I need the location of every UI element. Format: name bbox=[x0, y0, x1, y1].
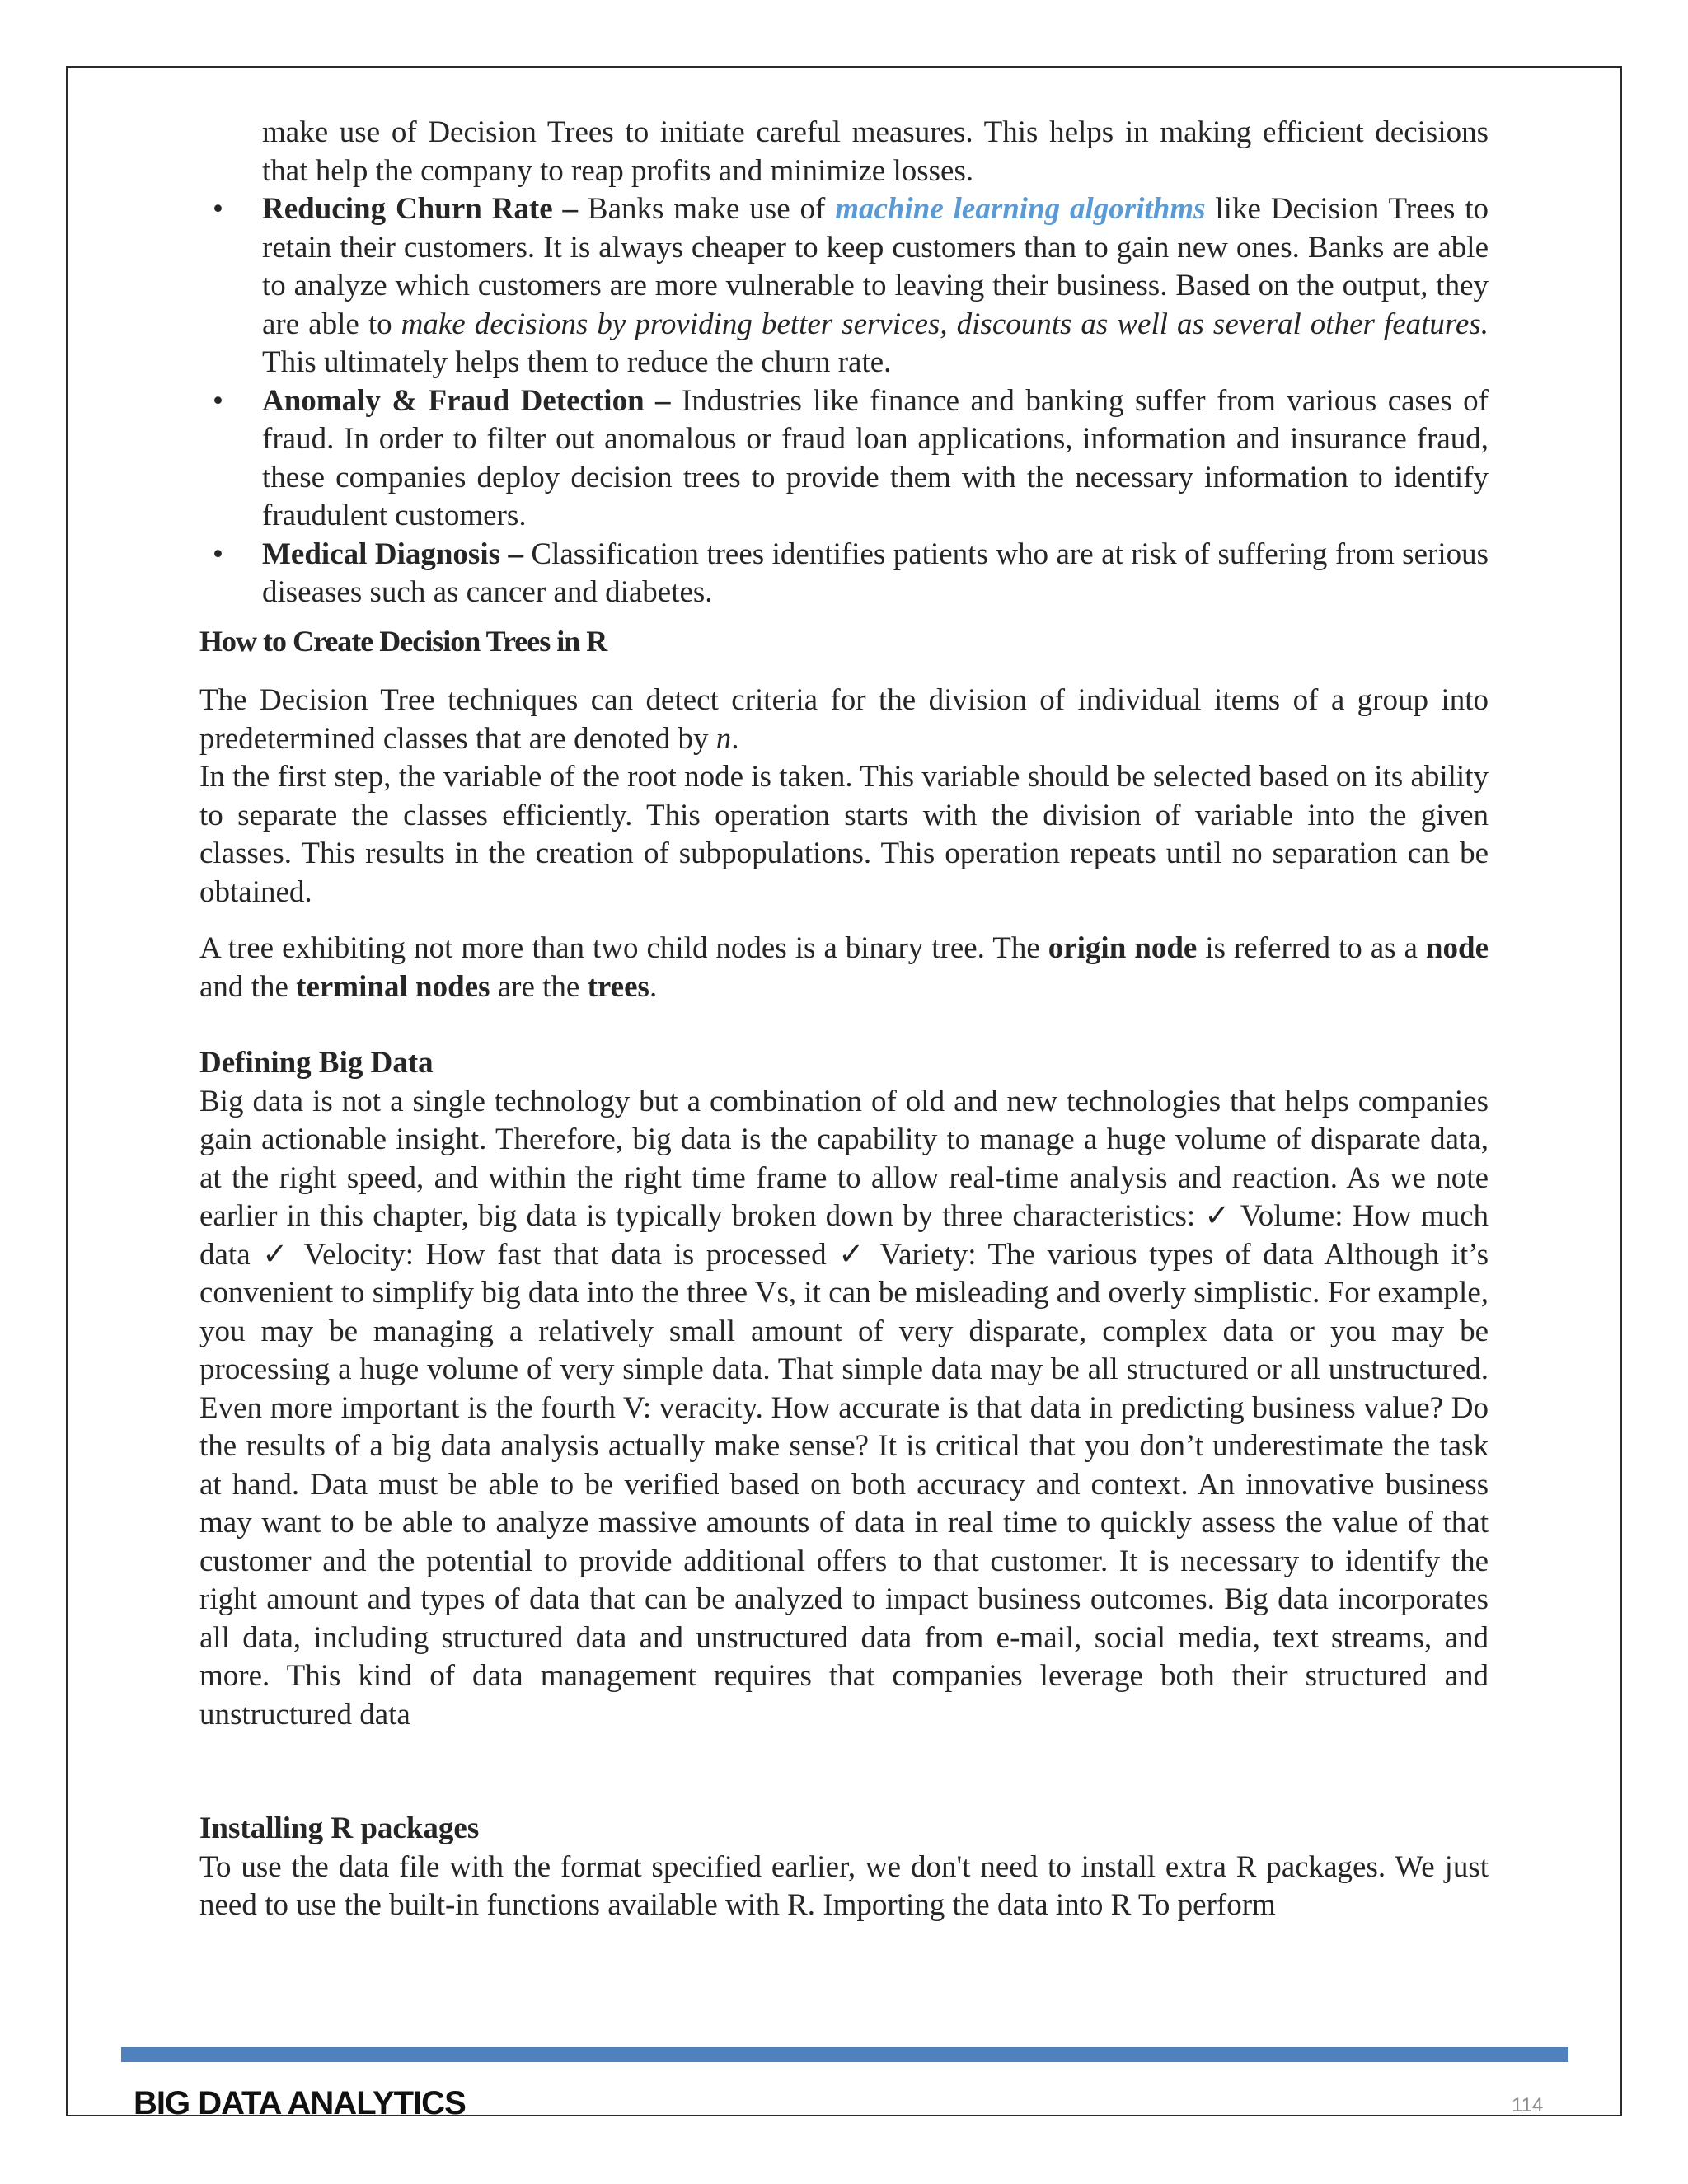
bullet-term: Reducing Churn Rate – bbox=[262, 192, 579, 226]
paragraph-first-step: In the first step, the variable of the root node is taken. This variable should be selected based on its ability to separate the classes efficiently. This operation starts with the division of variable into the given classes. This results in the creation of subpopulations. This operation repeats until no separation can be obtained. bbox=[199, 760, 1489, 909]
list-item-churn: • Reducing Churn Rate – Banks make use of machine learning algorithms like Decision Trees to retain their customers. It is always cheaper to keep customers than to gain new ones. Banks are able to analyze which customers are more vulnerable to leaving their business. Based on the output, they are able to make decisions by providing better services, discounts as well as several other features. This ultimately helps them to reduce the churn rate. bbox=[213, 192, 1489, 379]
page-content bbox=[199, 114, 1489, 1925]
footer-title: BIG DATA ANALYTICS bbox=[134, 2085, 466, 2121]
heading-installing-r-packages: Installing R packages bbox=[199, 1811, 480, 1845]
paragraph-big-data: Big data is not a single technology but a combination of old and new technologies that helps companies gain actionable insight. Therefore, big data is the capability to manage a huge volume of disparate data, at the right speed, and within the right time frame to allow real-time analysis and reaction. As we note earlier in this chapter, big data is typically broken down by three characteristics: ✓ Volume: How much data ✓ Velocity: How fast that data is processed ✓ Variety: The various types of data Although it’s convenient to simplify big data into the three Vs, it can be misleading and overly simplistic. For example, you may be managing a relatively small amount of very disparate, complex data or you may be processing a huge volume of very simple data. That simple data may be all structured or all unstructured. Even more important is the fourth V: veracity. How accurate is that data in predicting business value? Do the results of a big data analysis actually make sense? It is critical that you don’t underestimate the task at hand. Data must be able to be verified based on both accuracy and context. An innovative business may want to be able to analyze massive amounts of data in real time to quickly assess the value of that customer and the potential to provide additional offers to that customer. It is necessary to identify the right amount and types of data that can be analyzed to impact business outcomes. Big data incorporates all data, including structured data and unstructured data from e-mail, social media, text streams, and more. This kind of data management requires that companies leverage both their structured and unstructured data bbox=[199, 1084, 1489, 1732]
heading-create-decision-trees: How to Create Decision Trees in R bbox=[199, 624, 607, 658]
intro-paragraph: make use of Decision Trees to initiate careful measures. This helps in making efficient decisions that help the company to reap profits and minimize losses. bbox=[262, 115, 1489, 188]
applications-list bbox=[213, 190, 1489, 612]
bullet-term: Anomaly & Fraud Detection – bbox=[262, 383, 671, 418]
page-number: 114 bbox=[1512, 2094, 1544, 2116]
list-item-medical: • Medical Diagnosis – Classification trees identifies patients who are at risk of suffering from serious diseases such as cancer and diabetes. bbox=[213, 537, 1489, 609]
paragraph-installing-r-packages: To use the data file with the format specified earlier, we don't need to install extra R packages. We just need to use the built-in functions available with R. Importing the data into R To perform bbox=[199, 1849, 1489, 1922]
paragraph-decision-tree-techniques: The Decision Tree techniques can detect criteria for the division of individual items of a group into predetermined classes that are denoted by n. bbox=[199, 683, 1489, 756]
bullet-icon: • bbox=[213, 192, 223, 226]
bullet-term: Medical Diagnosis – bbox=[262, 537, 523, 571]
heading-defining-big-data: Defining Big Data bbox=[199, 1046, 434, 1080]
paragraph-binary-tree: A tree exhibiting not more than two child nodes is a binary tree. The origin node is referred to as a node and the terminal nodes are the trees. bbox=[199, 931, 1489, 1004]
italic-phrase: make decisions by providing better services, discounts as well as several other features. bbox=[401, 307, 1489, 341]
list-item-anomaly: • Anomaly & Fraud Detection – Industries like finance and banking suffer from various cases of fraud. In order to filter out anomalous or fraud loan applications, information and insurance fraud, these companies deploy decision trees to provide them with the necessary information to identify fraudulent customers. bbox=[213, 383, 1489, 532]
bullet-icon: • bbox=[213, 537, 223, 571]
machine-learning-link[interactable]: machine learning algorithms bbox=[835, 192, 1206, 226]
bullet-icon: • bbox=[213, 383, 223, 418]
footer-bar bbox=[121, 2047, 1568, 2062]
